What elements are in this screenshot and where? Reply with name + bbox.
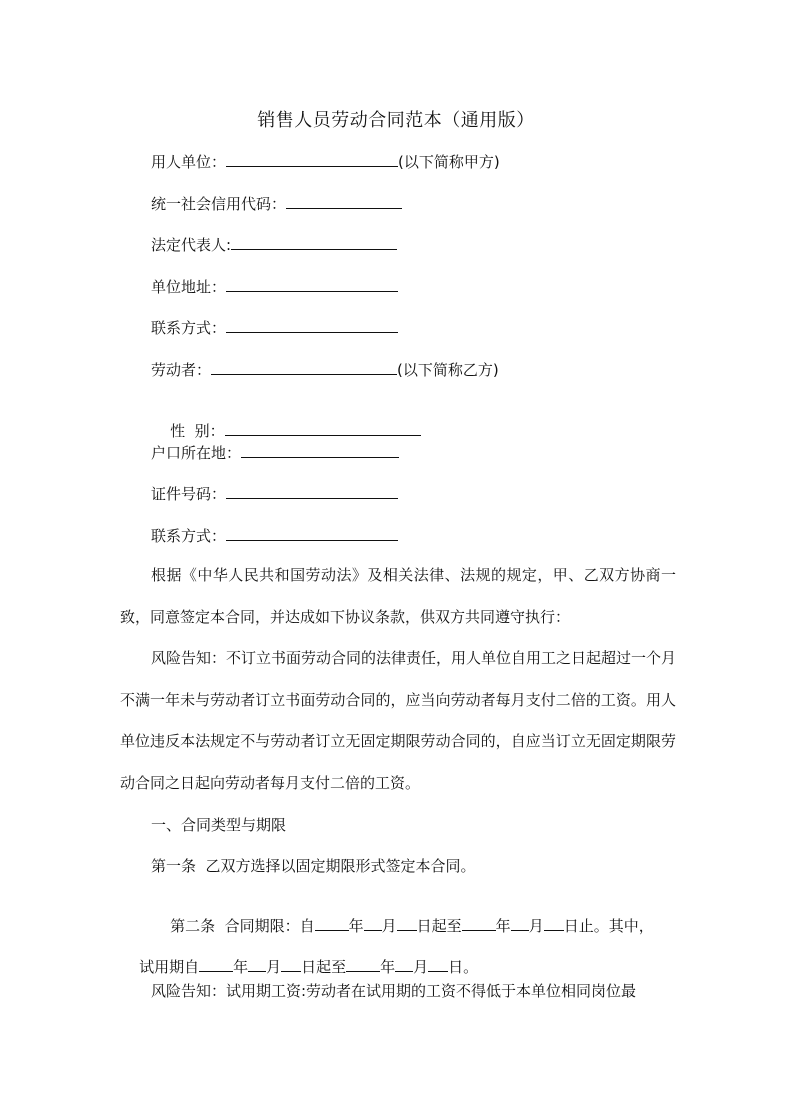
- blank-line: [462, 915, 496, 931]
- month-text: 月: [528, 917, 544, 935]
- blank-line: [315, 915, 349, 931]
- field-label: 用人单位：: [151, 153, 227, 171]
- field-label: 证件号码：: [151, 485, 227, 503]
- blank-line: [226, 150, 398, 167]
- blank-line: [346, 956, 380, 972]
- blank-line: [286, 192, 402, 209]
- blank-line: [225, 419, 421, 436]
- year-text: 年: [233, 958, 249, 976]
- blank-line: [248, 956, 266, 972]
- blank-line: [395, 956, 413, 972]
- field-contact-employee: [151, 524, 398, 546]
- blank-line: [226, 482, 398, 499]
- blank-line: [281, 956, 301, 972]
- field-label: 单位地址：: [151, 278, 227, 296]
- preamble-paragraph: 根据《中华人民共和国劳动法》及相关法律、法规的规定，甲、乙双方协商一致，同意签定本合同，并达成如下协议条款，供双方共同遵守执行：: [120, 566, 676, 626]
- year-text: 年: [348, 917, 364, 935]
- blank-line: [211, 358, 397, 375]
- day-from-text: 日起至: [416, 917, 462, 935]
- blank-line: [226, 524, 398, 541]
- field-label: 联系方式：: [151, 527, 227, 545]
- article-1: 第一条 乙双方选择以固定期限形式签定本合同。: [151, 857, 476, 875]
- blank-line: [511, 915, 529, 931]
- year-text: 年: [495, 917, 511, 935]
- article-2-prefix: 第二条 合同期限：自: [170, 917, 315, 935]
- section-heading: 一、合同类型与期限: [151, 816, 287, 834]
- field-address: [151, 275, 398, 297]
- blank-line: [544, 915, 564, 931]
- document-title: 销售人员劳动合同范本（通用版）: [257, 110, 535, 131]
- blank-line: [241, 441, 399, 458]
- field-label: 统一社会信用代码：: [151, 195, 287, 213]
- field-label: 联系方式：: [151, 319, 227, 337]
- field-id-number: [151, 482, 398, 504]
- day-end-text: 日止。其中，: [563, 917, 654, 935]
- field-employee: [151, 358, 499, 380]
- field-suffix: (以下简称乙方): [397, 361, 499, 379]
- month-text: 月: [266, 958, 282, 976]
- day-end-text: 日。: [448, 958, 479, 976]
- field-suffix: (以下简称甲方): [398, 153, 500, 171]
- field-label: 法定代表人:: [151, 236, 232, 254]
- blank-line: [428, 956, 448, 972]
- blank-line: [199, 956, 233, 972]
- field-legal-rep: [151, 233, 397, 255]
- field-label: 户口所在地：: [151, 444, 242, 462]
- field-label: 劳动者：: [151, 361, 212, 379]
- field-credit-code: [151, 192, 402, 214]
- blank-line: [231, 233, 397, 250]
- month-text: 月: [413, 958, 429, 976]
- risk-notice-2: 风险告知：试用期工资:劳动者在试用期的工资不得低于本单位相同岗位最: [151, 982, 637, 1000]
- field-contact-employer: [151, 316, 398, 338]
- day-from-text: 日起至: [301, 958, 347, 976]
- blank-line: [226, 316, 398, 333]
- month-text: 月: [381, 917, 397, 935]
- field-employer: [151, 150, 500, 172]
- risk-notice-paragraph: 风险告知：不订立书面劳动合同的法律责任，用人单位自用工之日起超过一个月不满一年未与劳动者订立书面劳动合同的，应当向劳动者每月支付二倍的工资。用人单位违反本法规定不与劳动者订立无固定期限劳动合同的，自应当订立无固定期限劳动合同之日起向劳动者每月支付二倍的工资。: [120, 649, 677, 792]
- field-label: 性 别：: [170, 422, 225, 440]
- blank-line: [397, 915, 417, 931]
- field-hukou: [151, 441, 399, 463]
- probation-prefix: 试用期自: [139, 958, 200, 976]
- blank-line: [226, 275, 398, 292]
- year-text: 年: [380, 958, 396, 976]
- blank-line: [364, 915, 382, 931]
